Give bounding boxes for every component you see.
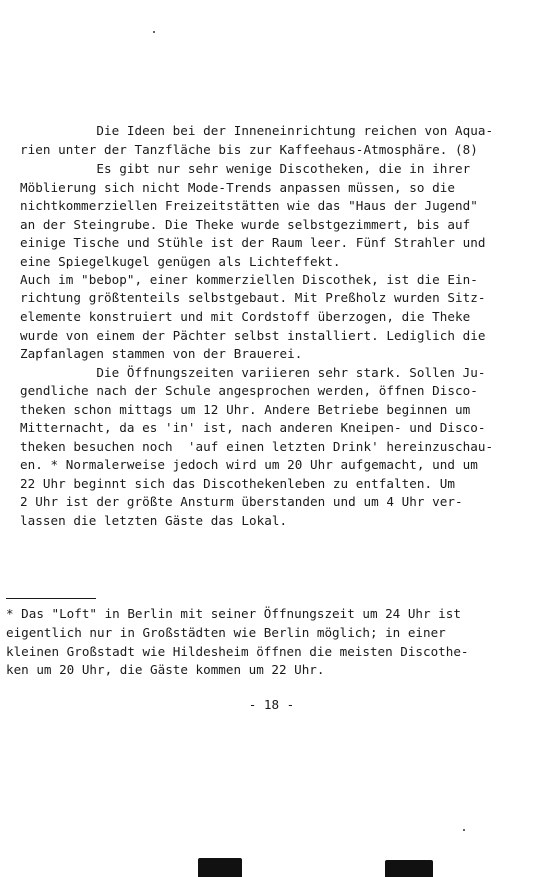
footnote-line: * Das "Loft" in Berlin mit seiner Öffnungszeit um 24 Uhr ist: [6, 606, 461, 621]
body-line: Mitternacht, da es 'in' ist, nach anderen Kneipen- und Disco-: [20, 420, 486, 435]
body-line: Auch im "bebop", einer kommerziellen Discothek, ist die Ein-: [20, 272, 478, 287]
body-line: wurde von einem der Pächter selbst installiert. Lediglich die: [20, 328, 486, 343]
body-line: einige Tische und Stühle ist der Raum leer. Fünf Strahler und: [20, 235, 486, 250]
body-line: gendliche nach der Schule angesprochen werden, öffnen Disco-: [20, 383, 478, 398]
scan-blot-right: [385, 860, 433, 877]
body-line: en. * Normalerweise jedoch wird um 20 Uhr aufgemacht, und um: [20, 457, 478, 472]
body-line: an der Steingrube. Die Theke wurde selbstgezimmert, bis auf: [20, 217, 471, 232]
body-line: Zapfanlagen stammen von der Brauerei.: [20, 346, 303, 361]
body-line: Die Ideen bei der Inneneinrichtung reichen von Aqua-: [20, 123, 494, 138]
body-line: richtung größtenteils selbstgebaut. Mit Preßholz wurden Sitz-: [20, 290, 486, 305]
body-line: Möblierung sich nicht Mode-Trends anpassen müssen, so die: [20, 180, 456, 195]
body-line: theken schon mittags um 12 Uhr. Andere Betriebe beginnen um: [20, 402, 471, 417]
body-line: eine Spiegelkugel genügen als Lichteffekt.: [20, 254, 341, 269]
body-line: elemente konstruiert und mit Cordstoff überzogen, die Theke: [20, 309, 471, 324]
footnote-line: ken um 20 Uhr, die Gäste kommen um 22 Uhr.: [6, 662, 325, 677]
page-number: - 18 -: [248, 697, 295, 712]
body-line: nichtkommerziellen Freizeitstätten wie das "Haus der Jugend": [20, 198, 478, 213]
body-line: Es gibt nur sehr wenige Discotheken, die in ihrer: [20, 161, 471, 176]
body-line: Die Öffnungszeiten variieren sehr stark. Sollen Ju-: [20, 365, 486, 380]
body-line: rien unter der Tanzfläche bis zur Kaffeehaus-Atmosphäre. (8): [20, 142, 478, 157]
body-line: 2 Uhr ist der größte Ansturm überstanden und um 4 Uhr ver-: [20, 494, 463, 509]
scan-speck: [153, 31, 155, 33]
footnote-line: eigentlich nur in Großstädten wie Berlin möglich; in einer: [6, 625, 446, 640]
scan-blot-left: [198, 858, 242, 877]
footnote-line: kleinen Großstadt wie Hildesheim öffnen die meisten Discothe-: [6, 644, 469, 659]
footnote-rule: [6, 598, 96, 599]
body-line: 22 Uhr beginnt sich das Discothekenleben zu entfalten. Um: [20, 476, 456, 491]
body-line: theken besuchen noch 'auf einen letzten Drink' hereinzuschau-: [20, 439, 494, 454]
body-line: lassen die letzten Gäste das Lokal.: [20, 513, 288, 528]
scan-speck: [463, 829, 465, 831]
